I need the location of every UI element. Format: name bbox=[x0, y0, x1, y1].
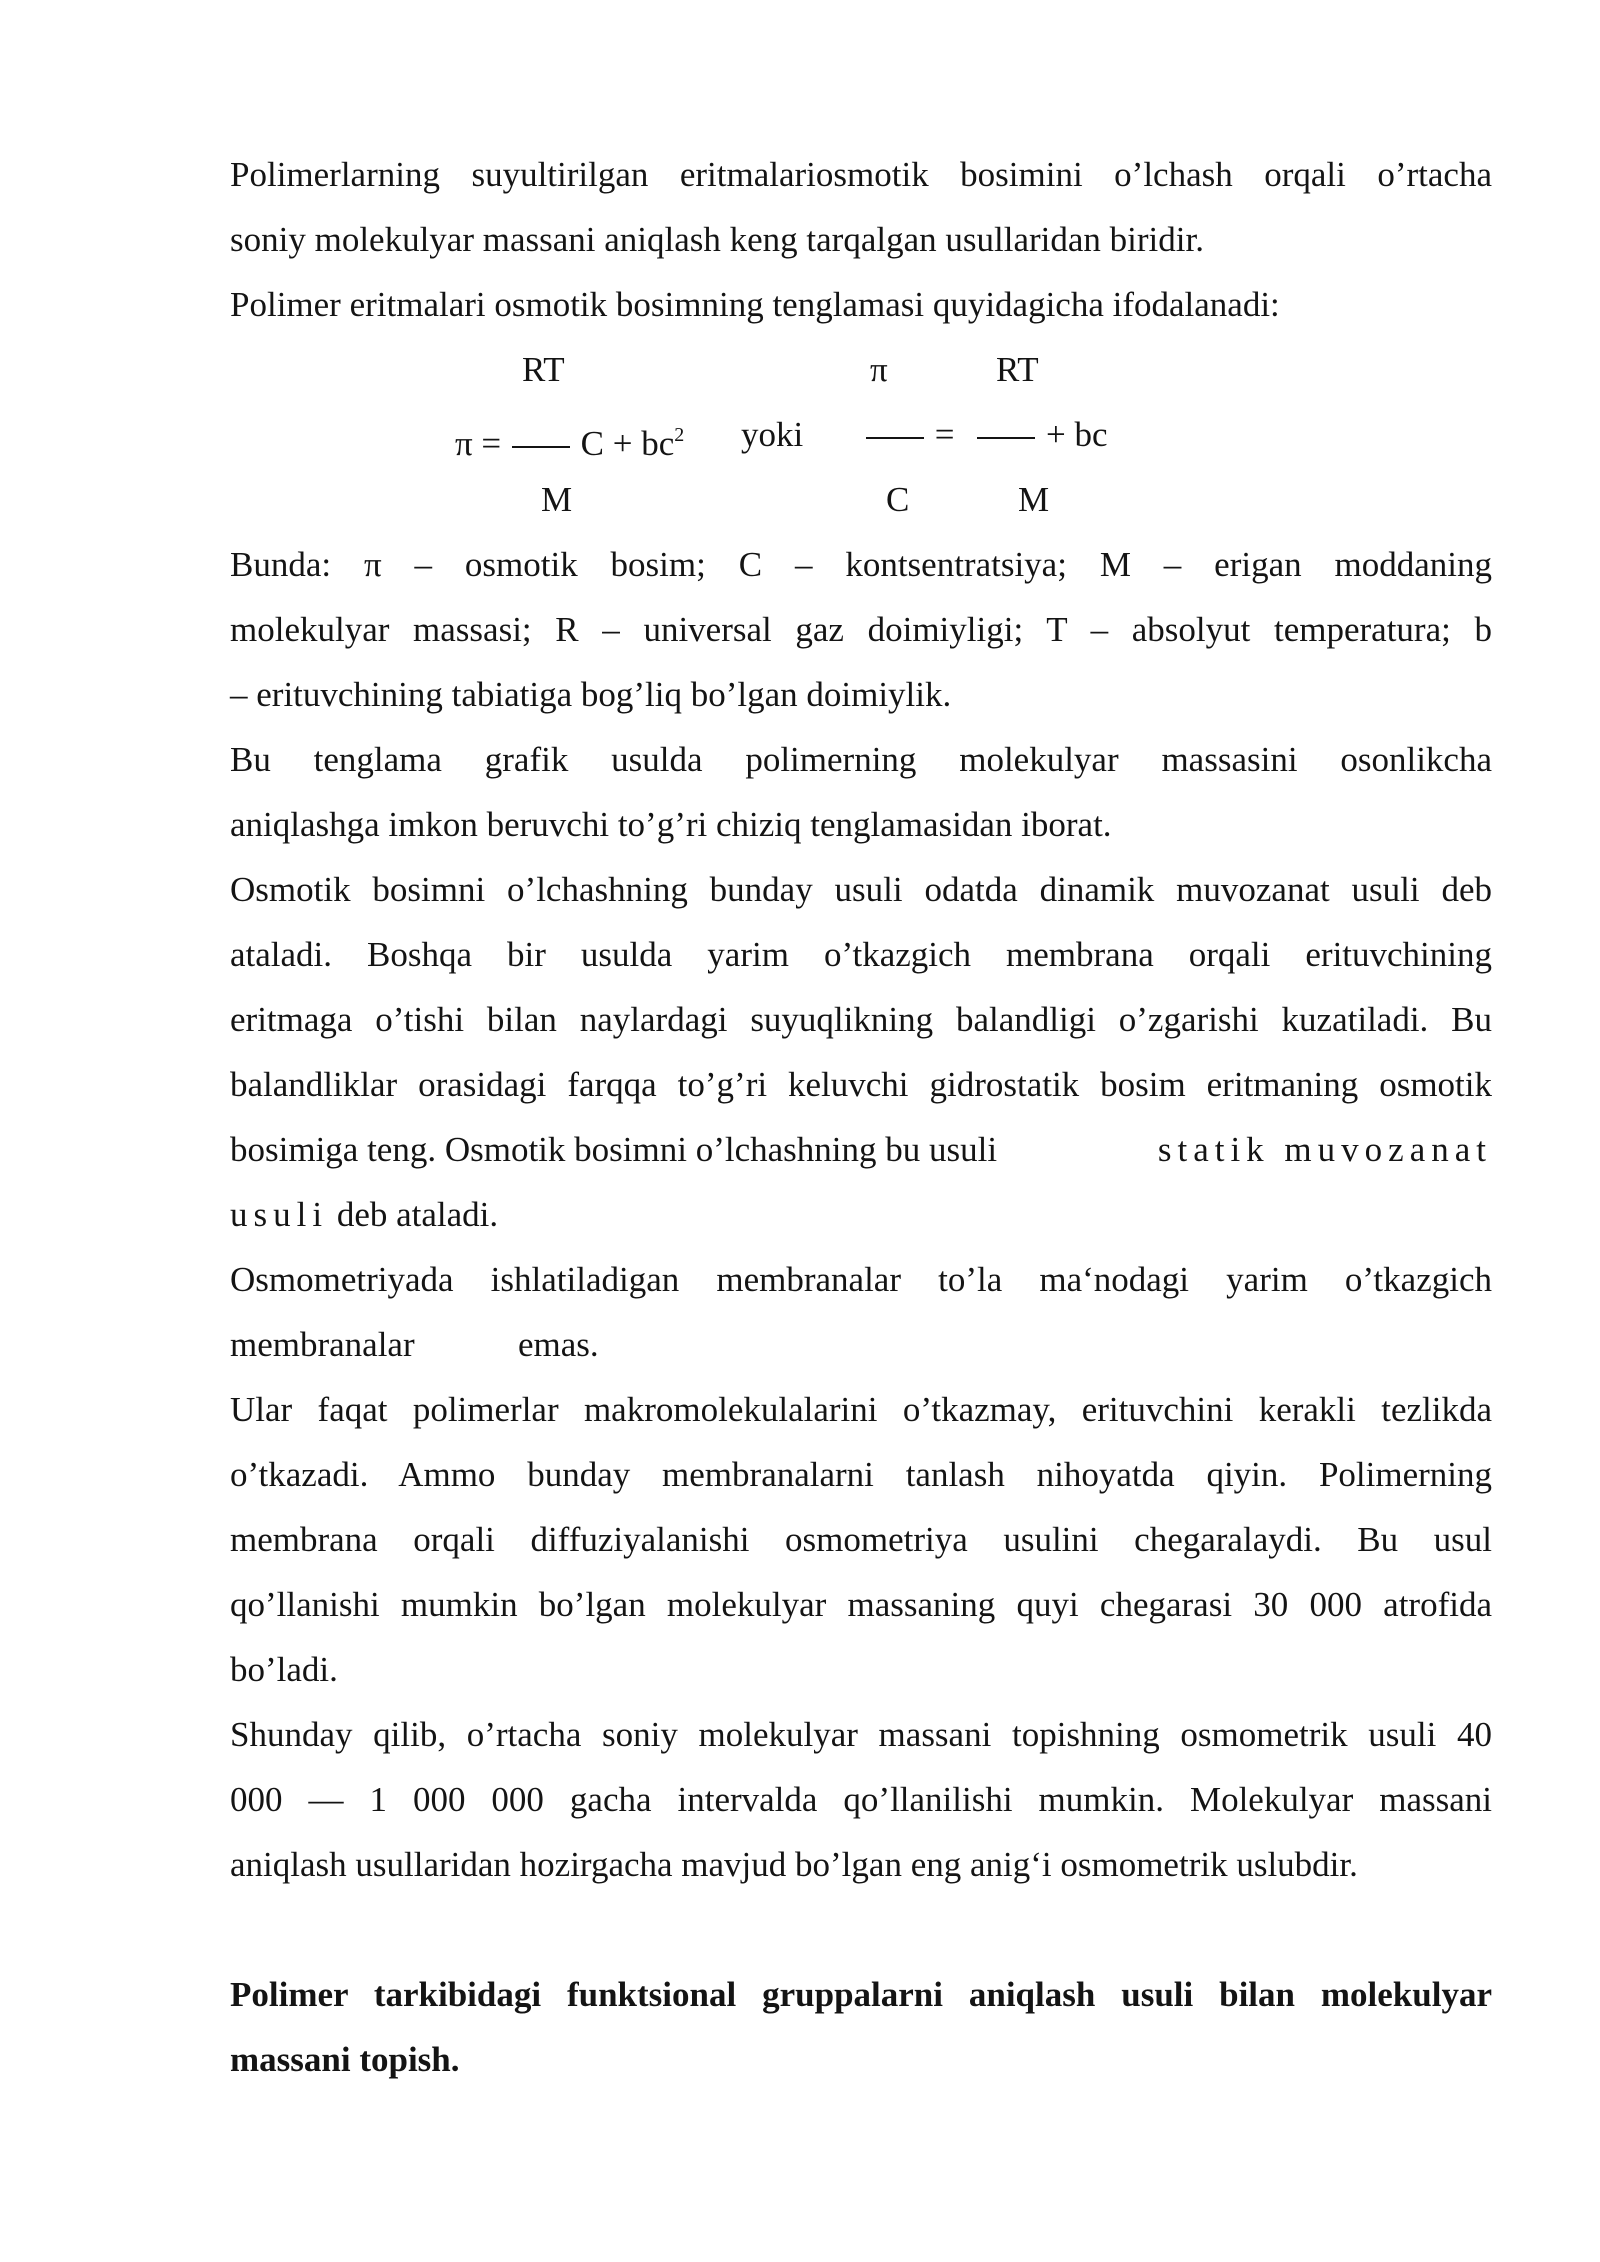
paragraph-line: Bunda: π – osmotik bosim; C – kontsentratsiya; M – erigan moddaning bbox=[230, 545, 1492, 584]
equation-term: C + bc bbox=[580, 424, 675, 463]
paragraph-line bbox=[230, 1321, 1492, 1369]
paragraph-line: aniqlashga imkon beruvchi to’g’ri chiziq tenglamasidan iborat. bbox=[230, 805, 1112, 844]
equation-numerator: RT bbox=[996, 350, 1039, 389]
paragraph-line: eritmaga o’tishi bilan naylardagi suyuqlikning balandligi o’zgarishi kuzatiladi. Bu bbox=[230, 1000, 1492, 1039]
equation-main-line bbox=[455, 411, 684, 468]
paragraph-line: aniqlash usullaridan hozirgacha mavjud bo’lgan eng anig‘i osmometrik uslubdir. bbox=[230, 1845, 1358, 1884]
paragraph-line: Polimer eritmalari osmotik bosimning tenglamasi quyidagicha ifodalanadi: bbox=[230, 285, 1280, 324]
paragraph-line bbox=[230, 1126, 1492, 1174]
paragraph-text: bosimiga teng. Osmotik bosimni o’lchashning bu usuli bbox=[230, 1130, 998, 1169]
paragraph-line: Osmometriyada ishlatiladigan membranalar to’la ma‘nodagi yarim o’tkazgich bbox=[230, 1260, 1492, 1299]
equation-main-line-right bbox=[864, 411, 1108, 459]
equation-conjunction: yoki bbox=[741, 415, 804, 454]
spaced-emphasis-text: statik muvozanat bbox=[1157, 1130, 1492, 1169]
paragraph-line: 000 — 1 000 000 gacha intervalda qo’llanilishi mumkin. Molekulyar massani bbox=[230, 1780, 1492, 1819]
paragraph-line bbox=[230, 1191, 1492, 1239]
paragraph-line: Shunday qilib, o’rtacha soniy molekulyar massani topishning osmometrik usuli 40 bbox=[230, 1715, 1492, 1754]
fraction-bar bbox=[977, 437, 1035, 439]
paragraph-line: membrana orqali diffuziyalanishi osmometriya usulini chegaralaydi. Bu usul bbox=[230, 1520, 1492, 1559]
equation-denominator: M bbox=[541, 480, 573, 519]
equation-term: + bc bbox=[1046, 415, 1108, 454]
fraction-bar bbox=[512, 446, 570, 448]
equation-numerator: π bbox=[870, 350, 888, 389]
equation-term: π = bbox=[455, 424, 502, 463]
equation-denominator: M bbox=[1018, 480, 1050, 519]
spaced-emphasis-text: usuli bbox=[230, 1195, 329, 1234]
paragraph-line: soniy molekulyar massani aniqlash keng tarqalgan usullaridan biridir. bbox=[230, 220, 1204, 259]
paragraph-line: – erituvchining tabiatiga bog’liq bo’lgan doimiylik. bbox=[230, 675, 952, 714]
section-heading: massani topish. bbox=[230, 2040, 460, 2079]
paragraph-line: qo’llanishi mumkin bo’lgan molekulyar massaning quyi chegarasi 30 000 atrofida bbox=[230, 1585, 1492, 1624]
paragraph-text: membranalar bbox=[230, 1325, 415, 1364]
section-heading: Polimer tarkibidagi funktsional gruppalarni aniqlash usuli bilan molekulyar bbox=[230, 1975, 1492, 2014]
fraction-bar bbox=[866, 437, 924, 439]
paragraph-line: Osmotik bosimni o’lchashning bunday usuli odatda dinamik muvozanat usuli deb bbox=[230, 870, 1492, 909]
paragraph-line: bo’ladi. bbox=[230, 1650, 338, 1689]
equation-superscript: 2 bbox=[674, 424, 685, 446]
equation-term: = bbox=[934, 415, 955, 454]
paragraph-line: Bu tenglama grafik usulda polimerning molekulyar massasini osonlikcha bbox=[230, 740, 1492, 779]
paragraph-line: Ular faqat polimerlar makromolekulalarini o’tkazmay, erituvchini kerakli tezlikda bbox=[230, 1390, 1492, 1429]
equation-denominator: C bbox=[886, 480, 910, 519]
paragraph-line: molekulyar massasi; R – universal gaz doimiyligi; T – absolyut temperatura; b bbox=[230, 610, 1492, 649]
paragraph-text: deb ataladi. bbox=[328, 1195, 499, 1234]
paragraph-line: balandliklar orasidagi farqqa to’g’ri keluvchi gidrostatik bosim eritmaning osmotik bbox=[230, 1065, 1492, 1104]
paragraph-line: Polimerlarning suyultirilgan eritmalariosmotik bosimini o’lchash orqali o’rtacha bbox=[230, 155, 1492, 194]
equation-numerator: RT bbox=[522, 350, 565, 389]
paragraph-line: o’tkazadi. Ammo bunday membranalarni tanlash nihoyatda qiyin. Polimerning bbox=[230, 1455, 1492, 1494]
paragraph-line: ataladi. Boshqa bir usulda yarim o’tkazgich membrana orqali erituvchining bbox=[230, 935, 1492, 974]
paragraph-text: emas. bbox=[518, 1325, 599, 1364]
